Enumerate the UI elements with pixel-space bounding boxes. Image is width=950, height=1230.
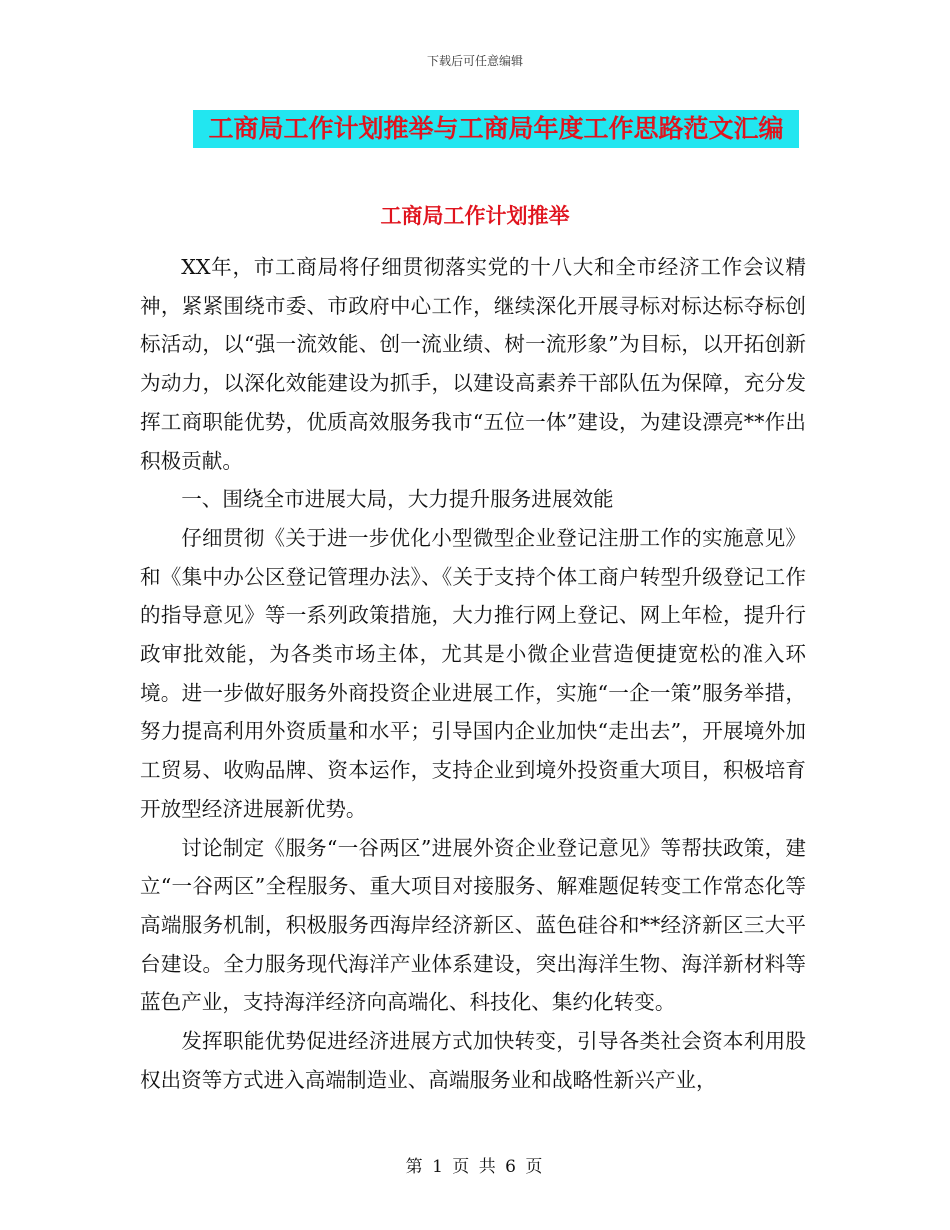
document-body (140, 248, 806, 1099)
page-header-note: 下载后可任意编辑 (426, 54, 523, 68)
paragraph-intro: XX年，市工商局将仔细贯彻落实党的十八大和全市经济工作会议精神，紧紧围绕市委、市政府中心工作，继续深化开展寻标对标达标夺标创标活动，以“强一流效能、创一流业绩、树一流形象”为目标，以开拓创新为动力，以深化效能建设为抓手，以建设高素养干部队伍为保障，充分发挥工商职能优势，优质高效服务我市“五位一体”建设，为建设漂亮**作出积极贡献。 (140, 255, 806, 473)
document-title: 工商局工作计划推举与工商局年度工作思路范文汇编 (193, 110, 799, 148)
page-footer-page-number: 第 1 页 共 6 页 (405, 1157, 545, 1177)
paragraph-heading-1: 一、围绕全市进展大局，大力提升服务进展效能 (181, 487, 614, 512)
paragraph-economic-transformation: 发挥职能优势促进经济进展方式加快转变，引导各类社会资本利用股权出资等方式进入高端制造业、高端服务业和战略性新兴产业， (140, 1029, 806, 1092)
section-title: 工商局工作计划推举 (380, 204, 570, 228)
paragraph-one-valley-two-zones: 讨论制定《服务“一谷两区”进展外资企业登记意见》等帮扶政策，建立“一谷两区”全程服务、重大项目对接服务、解难题促转变工作常态化等高端服务机制，积极服务西海岸经济新区、蓝色硅谷和**经济新区三大平台建设。全力服务现代海洋产业体系建设，突出海洋生物、海洋新材料等蓝色产业，支持海洋经济向高端化、科技化、集约化转变。 (140, 835, 806, 1015)
paragraph-registration: 仔细贯彻《关于进一步优化小型微型企业登记注册工作的实施意见》和《集中办公区登记管理办法》、《关于支持个体工商户转型升级登记工作的指导意见》等一系列政策措施，大力推行网上登记、网上年检，提升行政审批效能，为各类市场主体，尤其是小微企业营造便捷宽松的准入环境。进一步做好服务外商投资企业进展工作，实施“一企一策”服务举措，努力提高利用外资质量和水平；引导国内企业加快“走出去”，开展境外加工贸易、收购品牌、资本运作，支持企业到境外投资重大项目，积极培育开放型经济进展新优势。 (140, 525, 806, 821)
